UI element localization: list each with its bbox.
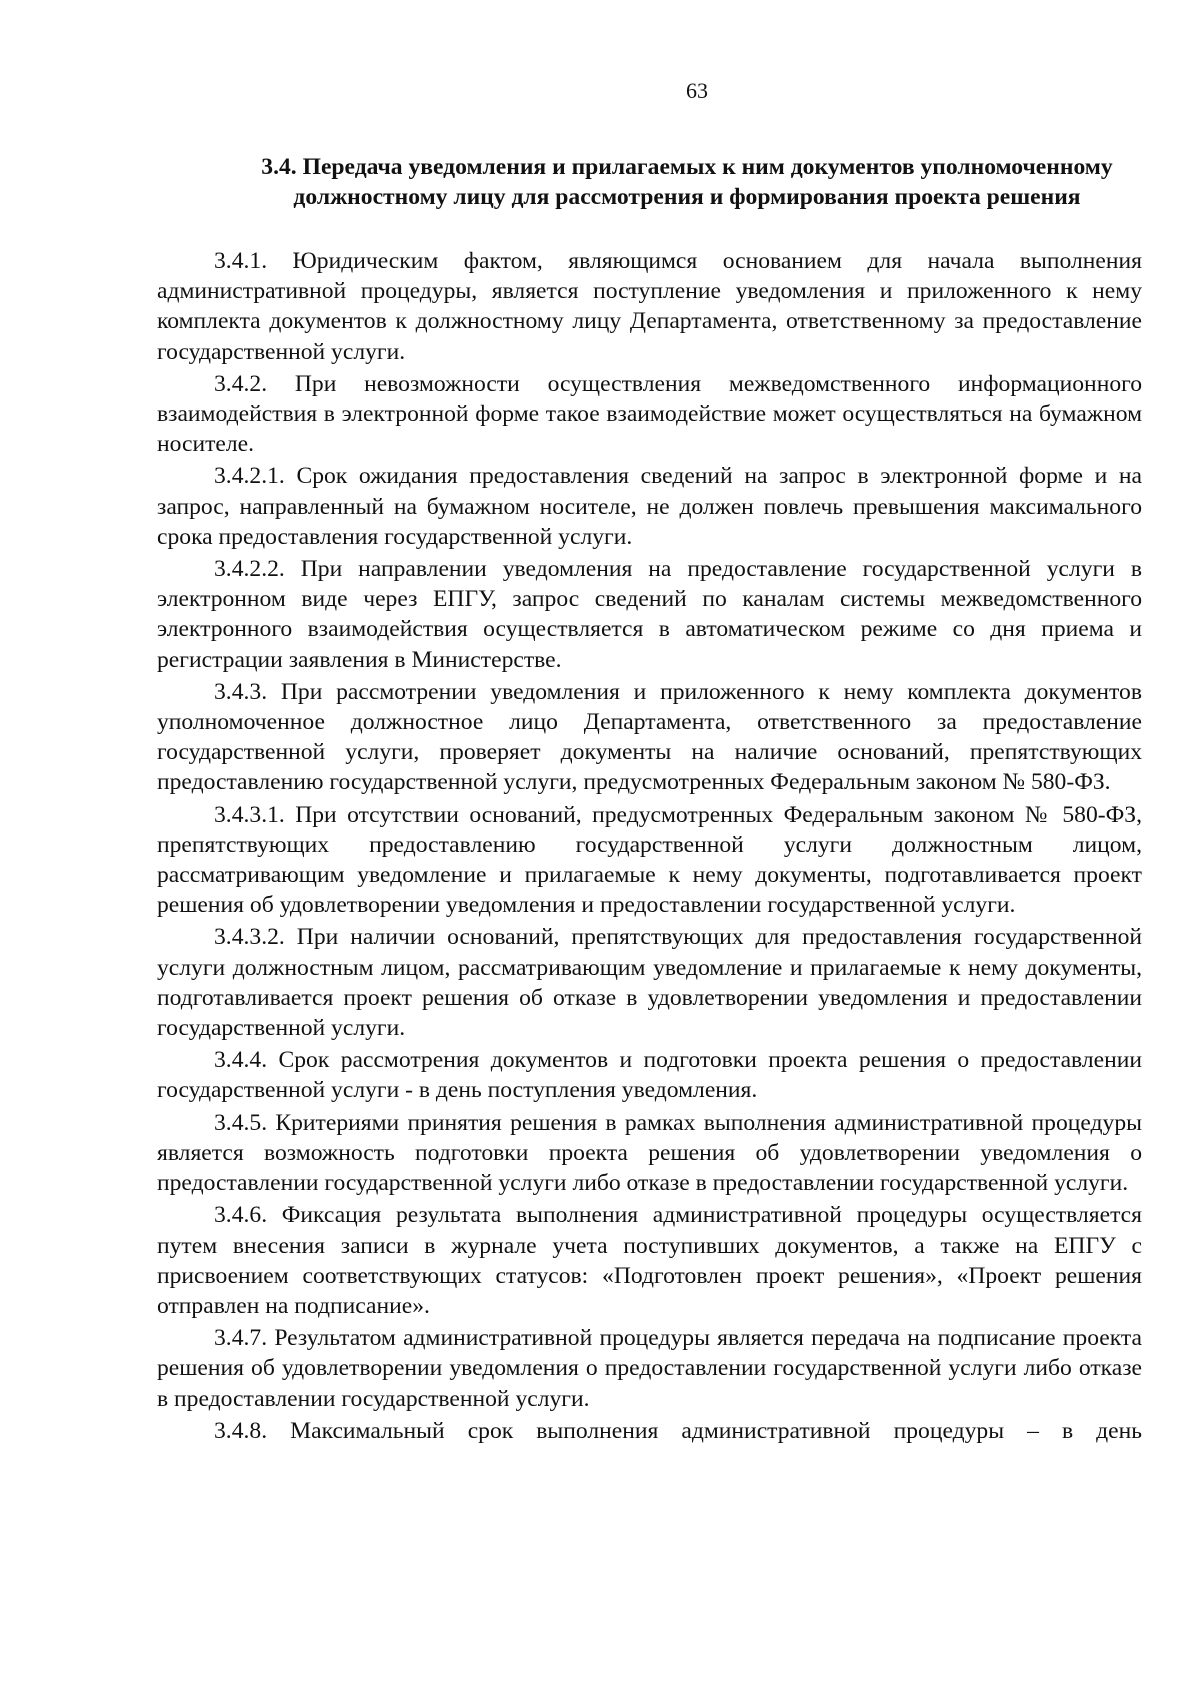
paragraph-3-4-7: 3.4.7. Результатом административной процедуры является передача на подписание проекта решения об удовлетворении уведомления о предоставлении государственной услуги либо отказе в предоставлении государственной услуги. <box>157 1325 1142 1412</box>
section-title-line-2: должностному лицу для рассмотрения и формирования проекта решения <box>293 184 1081 210</box>
section-title <box>157 152 1142 212</box>
paragraph-3-4-2: 3.4.2. При невозможности осуществления межведомственного информационного взаимодействия в электронной форме такое взаимодействие может осуществляться на бумажном носителе. <box>157 370 1142 458</box>
paragraph-3-4-1: 3.4.1. Юридическим фактом, являющимся основанием для начала выполнения административной процедуры, является поступление уведомления и приложенного к нему комплекта документов к должностному лицу Департамента, ответственному за предоставление государственной услуги. <box>157 248 1142 365</box>
paragraph-3-4-2-2: 3.4.2.2. При направлении уведомления на предоставление государственной услуги в электронном виде через ЕПГУ, запрос сведений по каналам системы межведомственного электронного взаимодействия осуществляется в автоматическом режиме со дня приема и регистрации заявления в Министерстве. <box>157 556 1142 673</box>
paragraph-3-4-2-1: 3.4.2.1. Срок ожидания предоставления сведений на запрос в электронной форме и на запрос, направленный на бумажном носителе, не должен повлечь превышения максимального срока предоставления государственной услуги. <box>157 463 1142 550</box>
paragraph-3-4-5: 3.4.5. Критериями принятия решения в рамках выполнения административной процедуры является возможность подготовки проекта решения об удовлетворении уведомления о предоставлении государственной услуги либо отказе в предоставлении государственной услуги. <box>157 1109 1142 1197</box>
paragraph-3-4-6: 3.4.6. Фиксация результата выполнения административной процедуры осуществляется путем внесения записи в журнале учета поступивших документов, а также на ЕПГУ с присвоением соответствующих статусов: «Подготовлен проект решения», «Проект решения отправлен на подписание». <box>157 1202 1142 1319</box>
paragraph-3-4-4: 3.4.4. Срок рассмотрения документов и подготовки проекта решения о предоставлении государственной услуги - в день поступления уведомления. <box>157 1047 1142 1104</box>
section-title-line-1: 3.4. Передача уведомления и прилагаемых к ним документов уполномоченному <box>261 154 1113 180</box>
paragraph-3-4-3-2: 3.4.3.2. При наличии оснований, препятствующих для предоставления государственной услуги должностным лицом, рассматривающим уведомление и прилагаемые к нему документы, подготавливается проект решения об отказе в удовлетворении уведомления и предоставлении государственной услуги. <box>157 924 1142 1042</box>
paragraph-3-4-3-1: 3.4.3.1. При отсутствии оснований, предусмотренных Федеральным законом № 580-ФЗ, препятствующих предоставлению государственной услуги должностным лицом, рассматривающим уведомление и прилагаемые к нему документы, подготавливается проект решения об удовлетворении уведомления и предоставлении государственной услуги. <box>157 801 1142 919</box>
page-number: 63 <box>686 78 708 103</box>
paragraph-3-4-3: 3.4.3. При рассмотрении уведомления и приложенного к нему комплекта документов уполномоченное должностное лицо Департамента, ответственного за предоставление государственной услуги, проверяет документы на наличие оснований, препятствующих предоставлению государственной услуги, предусмотренных Федеральным законом № 580-ФЗ. <box>157 678 1142 796</box>
paragraph-3-4-8: 3.4.8. Максимальный срок выполнения административной процедуры – в день <box>214 1417 1142 1444</box>
